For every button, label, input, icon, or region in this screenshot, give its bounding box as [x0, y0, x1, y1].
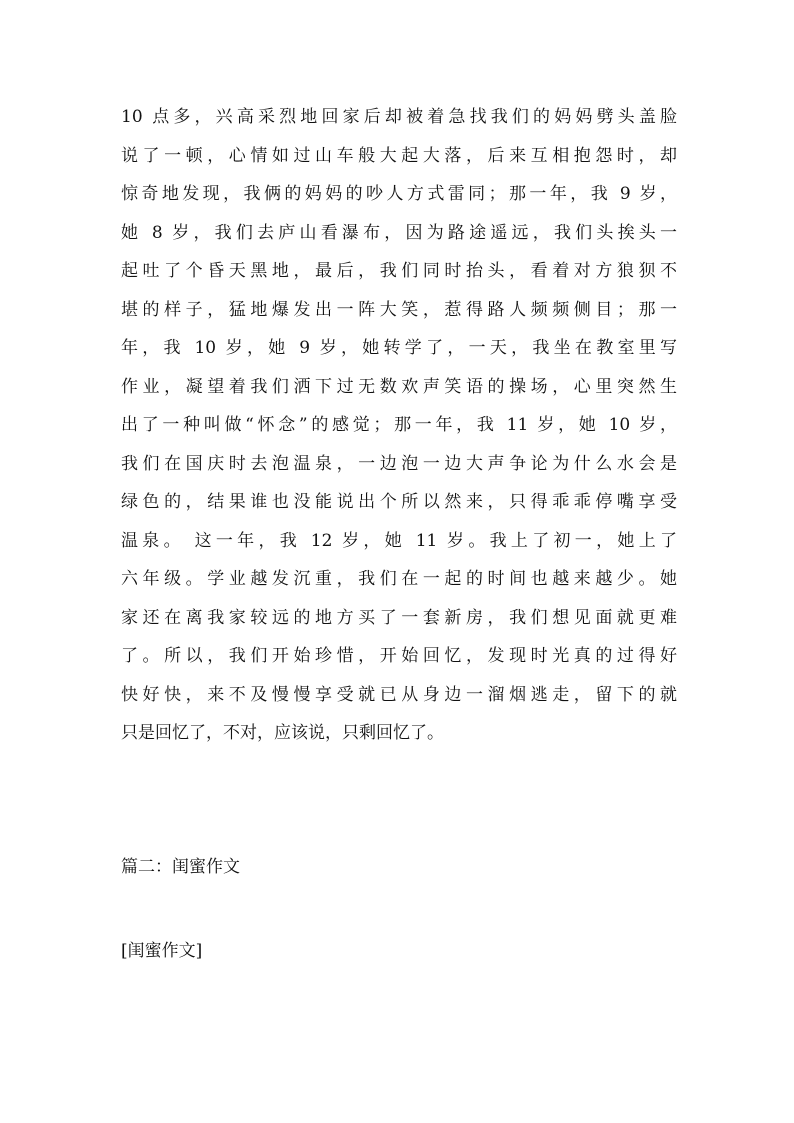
paragraph-line: 六年级。学业越发沉重，我们在一起的时间也越来越少。她 [121, 569, 677, 589]
paragraph-line: 她 8 岁，我们去庐山看瀑布，因为路途遥远，我们头挨头一 [121, 222, 677, 243]
paragraph-line: 起吐了个昏天黑地，最后，我们同时抬头，看着对方狼狈不 [121, 261, 677, 281]
paragraph-line: 了。所以，我们开始珍惜，开始回忆，发现时光真的过得好 [121, 646, 677, 666]
paragraph-line: 年，我 10 岁，她 9 岁，她转学了，一天，我坐在教室里写 [121, 338, 677, 358]
paragraph-line: 家还在离我家较远的地方买了一套新房，我们想见面就更难 [121, 607, 677, 628]
essay-paragraph [121, 98, 677, 753]
paragraph-line: 出了一种叫做“怀念”的感觉；那一年，我 11 岁，她 10 岁， [121, 415, 677, 435]
paragraph-line: 绿色的，结果谁也没能说出个所以然来，只得乖乖停嘴享受 [121, 492, 677, 512]
paragraph-line: 作业，凝望着我们洒下过无数欢声笑语的操场，心里突然生 [121, 376, 677, 397]
paragraph-line: 惊奇地发现，我俩的妈妈的吵人方式雷同；那一年，我 9 岁， [121, 184, 677, 204]
essay-title: [闺蜜作文] [121, 941, 203, 961]
paragraph-line: 10 点多，兴高采烈地回家后却被着急找我们的妈妈劈头盖脸 [121, 107, 677, 127]
paragraph-line: 快好快，来不及慢慢享受就已从身边一溜烟逃走，留下的就 [121, 684, 677, 705]
section-heading: 篇二：闺蜜作文 [121, 857, 240, 877]
paragraph-line: 堪的样子，猛地爆发出一阵大笑，惹得路人频频侧目；那一 [121, 299, 677, 320]
paragraph-line: 我们在国庆时去泡温泉，一边泡一边大声争论为什么水会是 [121, 453, 677, 474]
paragraph-line: 只是回忆了，不对，应该说，只剩回忆了。 [121, 723, 444, 743]
paragraph-line: 温泉。 这一年，我 12 岁，她 11 岁。我上了初一，她上了 [121, 530, 677, 551]
paragraph-line: 说了一顿，心情如过山车般大起大落，后来互相抱怨时，却 [121, 145, 677, 166]
